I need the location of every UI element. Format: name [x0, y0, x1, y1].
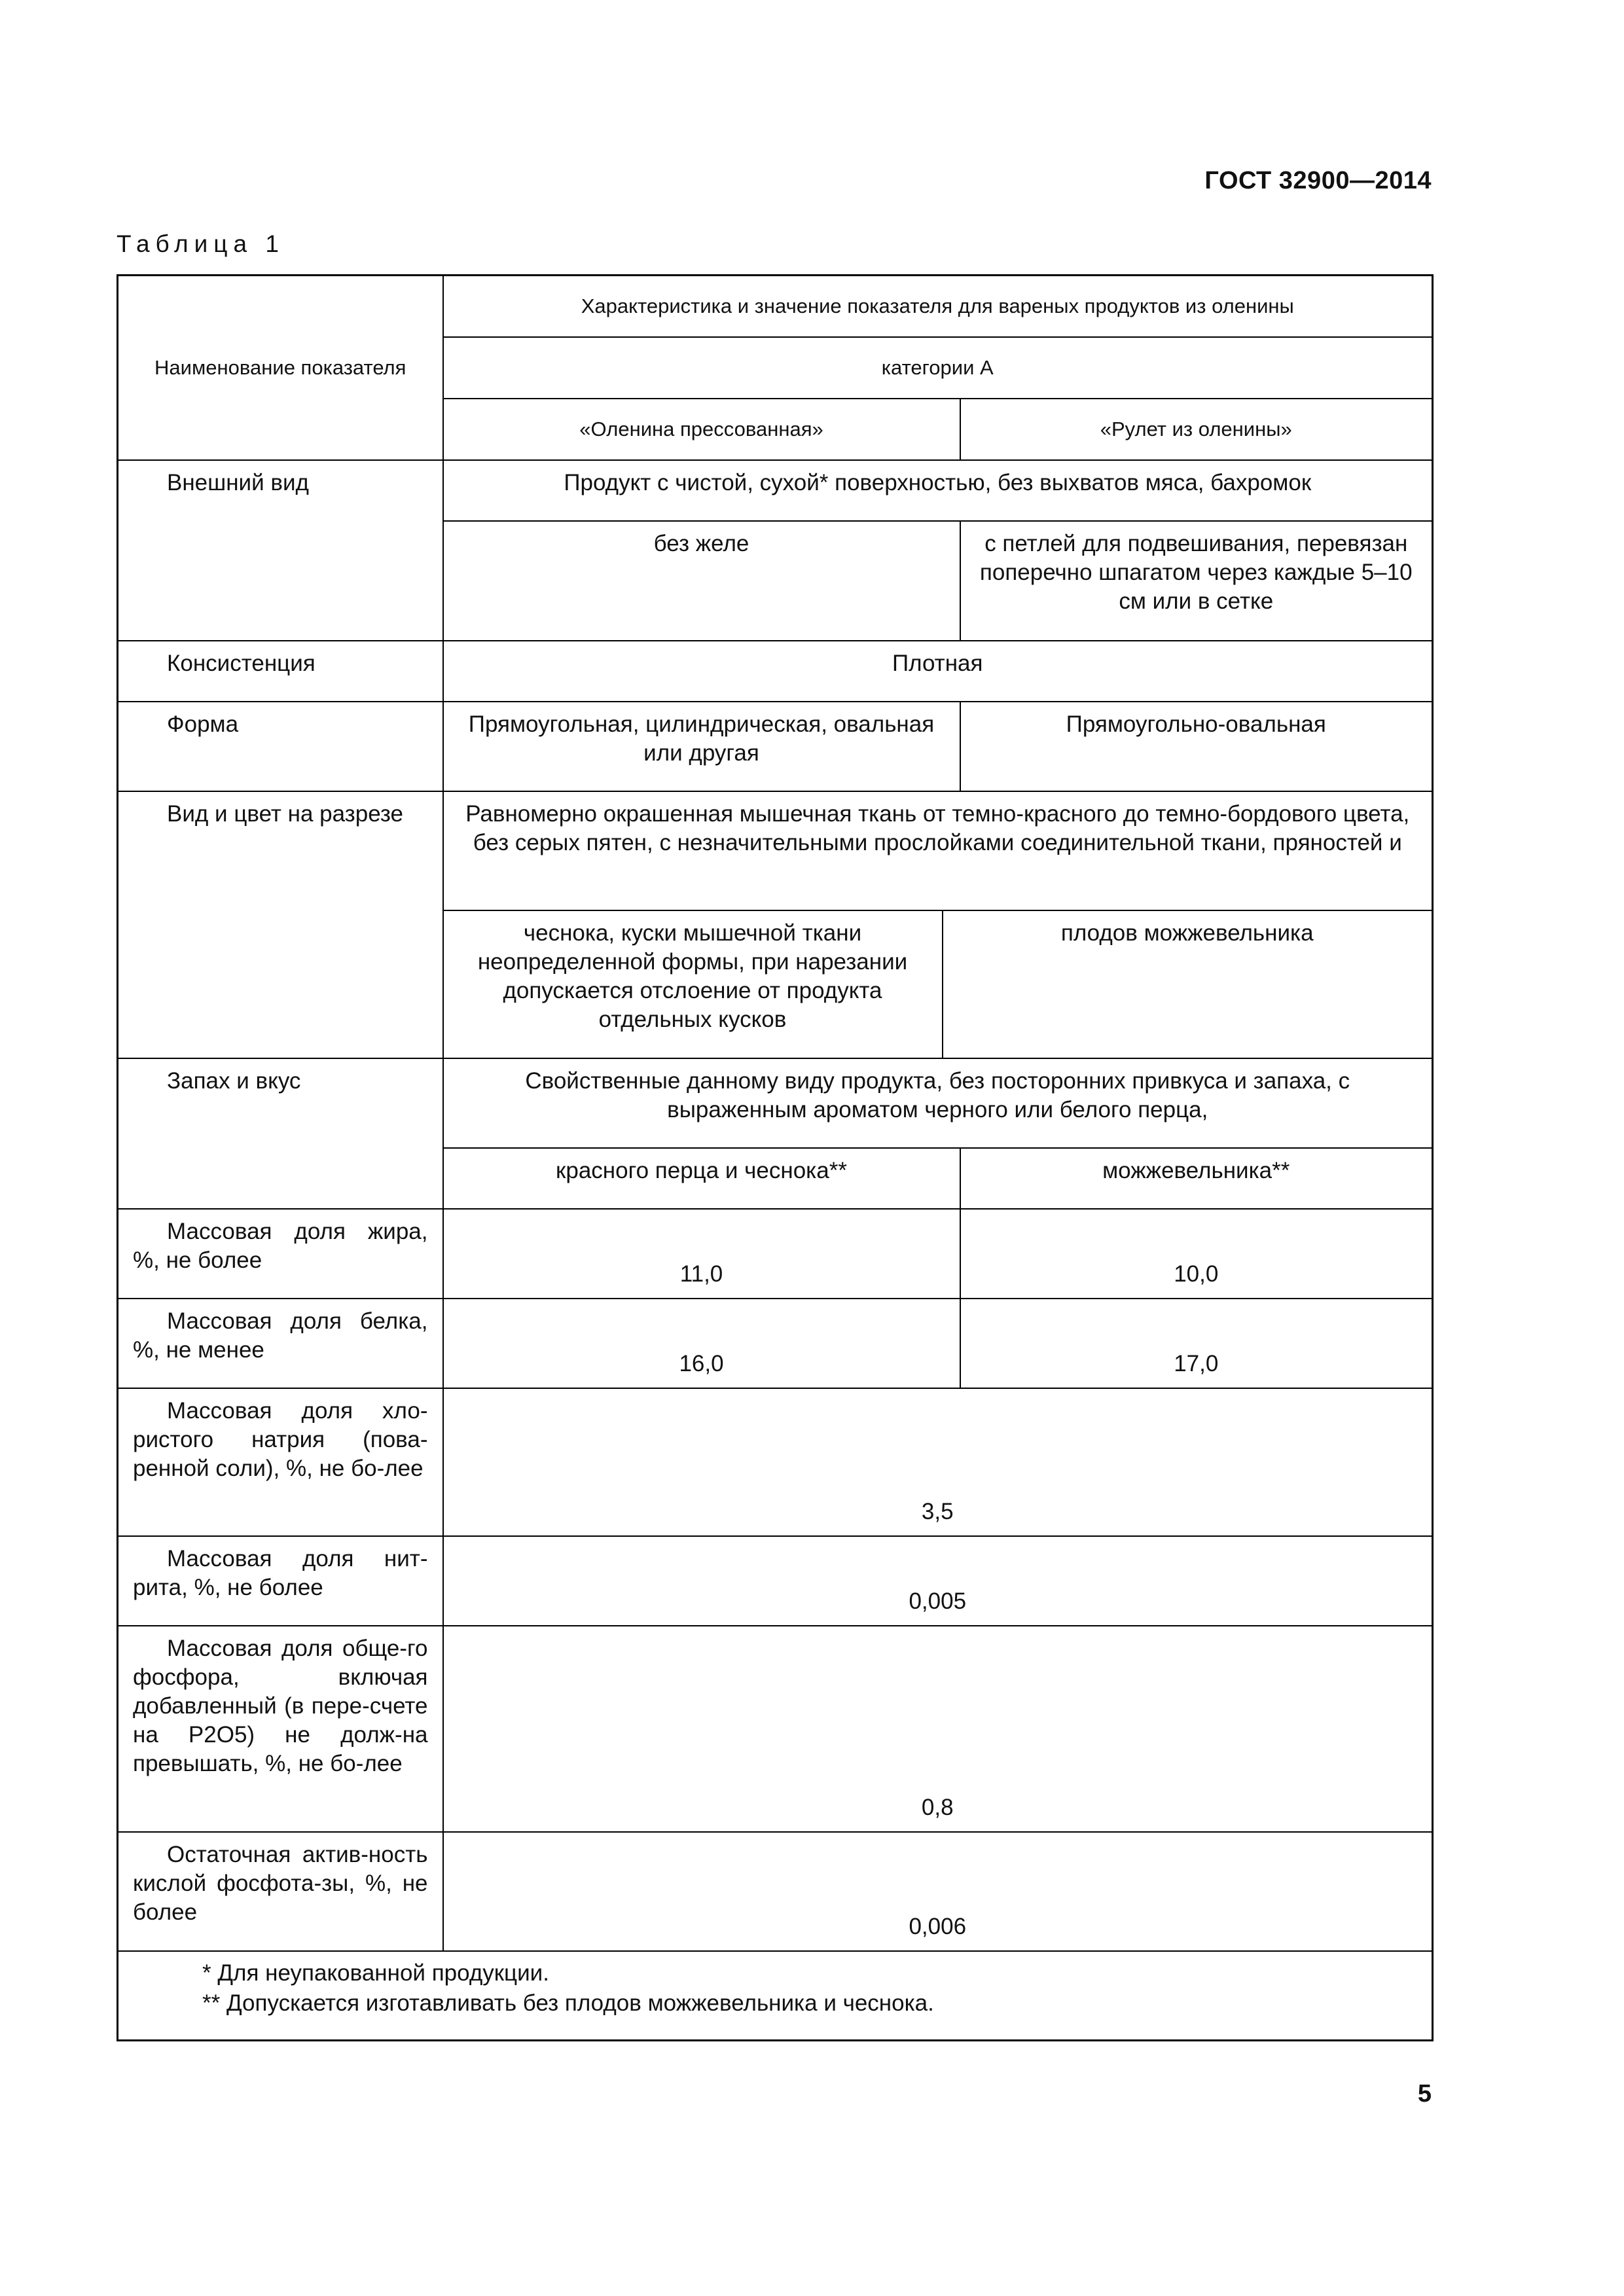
indicator-value: 16,0: [443, 1299, 960, 1388]
header-product-1: «Оленина прессованная»: [443, 399, 960, 460]
table-row: [118, 1299, 1433, 1388]
table-notes: [118, 1951, 1433, 2041]
indicator-value: Прямоугольно-овальная: [960, 702, 1433, 791]
indicator-value: чеснока, куски мышечной ткани неопределенной формы, при нарезании допускается отслоение от продукта отдельных кусков: [443, 910, 943, 1058]
table-row: [118, 1832, 1433, 1951]
indicator-value: 0,005: [443, 1536, 1433, 1626]
indicator-name: Остаточная актив-ность кислой фосфота-зы, %, не более: [133, 1841, 428, 1925]
indicator-name: Консистенция: [167, 650, 316, 676]
indicator-value: 10,0: [960, 1209, 1433, 1299]
indicator-value: 11,0: [443, 1209, 960, 1299]
table-row: [118, 1536, 1433, 1626]
table-row: [118, 460, 1433, 521]
indicator-value: Продукт с чистой, сухой* поверхностью, без выхватов мяса, бахромок: [443, 460, 1433, 521]
table-row: [118, 1209, 1433, 1299]
indicator-name: Вид и цвет на разрезе: [167, 800, 404, 827]
header-category: категории А: [443, 337, 1433, 399]
page-number: 5: [1417, 2080, 1432, 2108]
indicator-value: 17,0: [960, 1299, 1433, 1388]
footnote: ** Допускается изготавливать без плодов можжевельника и чеснока.: [202, 1990, 934, 2016]
table-row: [118, 702, 1433, 791]
header-name-column: Наименование показателя: [118, 276, 443, 460]
header-row-1: [118, 276, 1433, 337]
indicator-value: 0,8: [443, 1626, 1433, 1832]
indicator-value: красного перца и чеснока**: [443, 1148, 960, 1209]
header-characteristic: Характеристика и значение показателя для вареных продуктов из оленины: [443, 276, 1433, 337]
table-notes-row: [118, 1951, 1433, 2041]
indicator-name: Форма: [167, 711, 239, 737]
table-row: [118, 1626, 1433, 1832]
indicator-name: Массовая доля хло-ристого натрия (пова-ренной соли), %, не бо-лее: [133, 1397, 428, 1481]
table-row: [118, 1388, 1433, 1536]
indicator-value: Равномерно окрашенная мышечная ткань от темно-красного до темно-бордового цвета, без серых пятен, с незначительными прослойками соединительной ткани, пряностей и: [443, 791, 1433, 910]
indicator-value: можжевельника**: [960, 1148, 1433, 1209]
indicator-value: Плотная: [443, 641, 1433, 702]
table-row: [118, 791, 1433, 910]
specification-table: [117, 274, 1434, 2041]
table-row: [118, 641, 1433, 702]
indicator-value: 0,006: [443, 1832, 1433, 1951]
indicator-value: 3,5: [443, 1388, 1433, 1536]
footnote: * Для неупакованной продукции.: [202, 1960, 549, 1986]
indicator-value: Свойственные данному виду продукта, без посторонних привкуса и запаха, с выраженным ароматом черного или белого перца,: [443, 1058, 1433, 1148]
table-row: [118, 1058, 1433, 1148]
header-product-2: «Рулет из оленины»: [960, 399, 1433, 460]
indicator-name: Массовая доля нит-рита, %, не более: [133, 1545, 428, 1600]
indicator-value: плодов можжевельника: [943, 910, 1433, 1058]
indicator-name: Массовая доля белка, %, не менее: [133, 1308, 428, 1363]
indicator-value: с петлей для подвешивания, перевязан поперечно шпагатом через каждые 5–10 см или в сетке: [960, 521, 1433, 641]
indicator-name: Запах и вкус: [167, 1067, 301, 1094]
indicator-name: Массовая доля жира, %, не более: [133, 1218, 428, 1273]
indicator-name: Массовая доля обще-го фосфора, включая добавленный (в пере-счете на P2O5) не долж-на превышать, %, не бо-лее: [133, 1635, 428, 1776]
table-caption: Таблица 1: [117, 230, 285, 257]
indicator-name: Внешний вид: [167, 469, 309, 495]
indicator-value: без желе: [443, 521, 960, 641]
document-code: ГОСТ 32900—2014: [1204, 167, 1432, 194]
indicator-value: Прямоугольная, цилиндрическая, овальная или другая: [443, 702, 960, 791]
